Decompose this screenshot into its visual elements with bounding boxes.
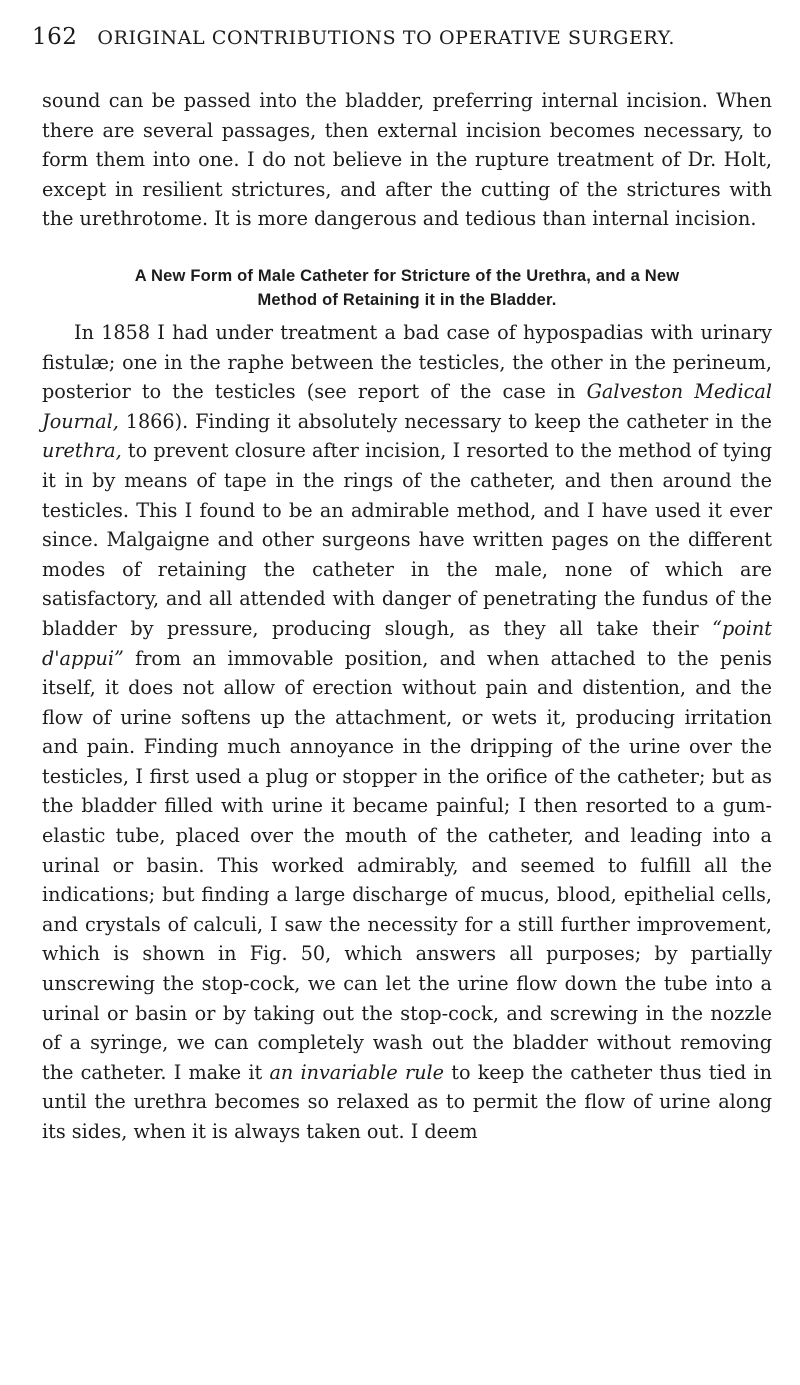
emphasis-urethra: urethra,	[42, 439, 122, 463]
text-run: to keep the catheter thus tied in until the urethra becomes so relaxed as to permit the flow of urine along its sides, when it is always taken out. I deem	[42, 1060, 772, 1143]
text-run: from an immovable position, and when attached to the penis itself, it does not allow of erection without pain and distention, and the flow of urine softens up the attachment, or wets it, producing irritation and pain. Finding much annoyance in the dripping of the urine over the testicles, I first used a plug or stopper in the orifice of the catheter; but as the bladder filled with urine it became painful; I then resorted to a gum-elastic tube, placed over the mouth of the catheter, and leading into a urinal or basin. This worked admirably, and seemed to fulfill all the indications; but finding a large discharge of mucus, blood, epithelial cells, and crystals of calculi, I saw the necessity for a still further improvement, which is shown in Fig. 50, which answers all purposes; by partially unscrewing the stop-cock, we can let the urine flow down the tube into a urinal or basin or by taking out the stop-cock, and screwing in the nozzle of a syringe, we can completely wash out the bladder without removing the catheter. I make it	[42, 646, 772, 1084]
running-header	[32, 24, 772, 58]
book-page	[32, 24, 772, 1147]
paragraph-continuation: sound can be passed into the bladder, preferring internal incision. When there are several passages, then external incision becomes necessary, to form them into one. I do not believe in the rupture treatment of Dr. Holt, except in resilient strictures, and after the cutting of the strictures with the urethrotome. It is more dangerous and tedious than internal incision.	[42, 89, 772, 231]
page-number: 162	[32, 24, 78, 50]
running-title: ORIGINAL CONTRIBUTIONS TO OPERATIVE SURGERY.	[97, 27, 676, 49]
emphasis-point-dappui: “point d'appui”	[42, 616, 772, 670]
emphasis-invariable-rule: an invariable rule	[269, 1060, 445, 1084]
text-run: to prevent closure after incision, I resorted to the method of tying it in by means of tape in the rings of the catheter, and then around the testicles. This I found to be an admirable method, and I have used it ever since. Malgaigne and other surgeons have written pages on the different modes of retaining the catheter in the male, none of which are satisfactory, and all attended with danger of penetrating the fundus of the bladder by pressure, producing slough, as they all take their	[42, 439, 772, 640]
journal-title: Galveston Medical Journal,	[42, 380, 772, 433]
text-run: In 1858 I had under treatment a bad case of hypospadias with urinary fistulæ; one in the raphe between the testicles, the other in the perineum, posterior to the testicles (see report of the case in	[42, 320, 772, 404]
text-run: 1866). Finding it absolutely necessary to keep the catheter in the	[118, 409, 772, 433]
section-heading-line-2: Method of Retaining it in the Bladder.	[257, 290, 557, 309]
section-heading	[42, 264, 772, 312]
section-heading-line-1: A New Form of Male Catheter for Stricture of the Urethra, and a New	[134, 266, 680, 285]
paragraph-catheter-method	[42, 318, 772, 1147]
